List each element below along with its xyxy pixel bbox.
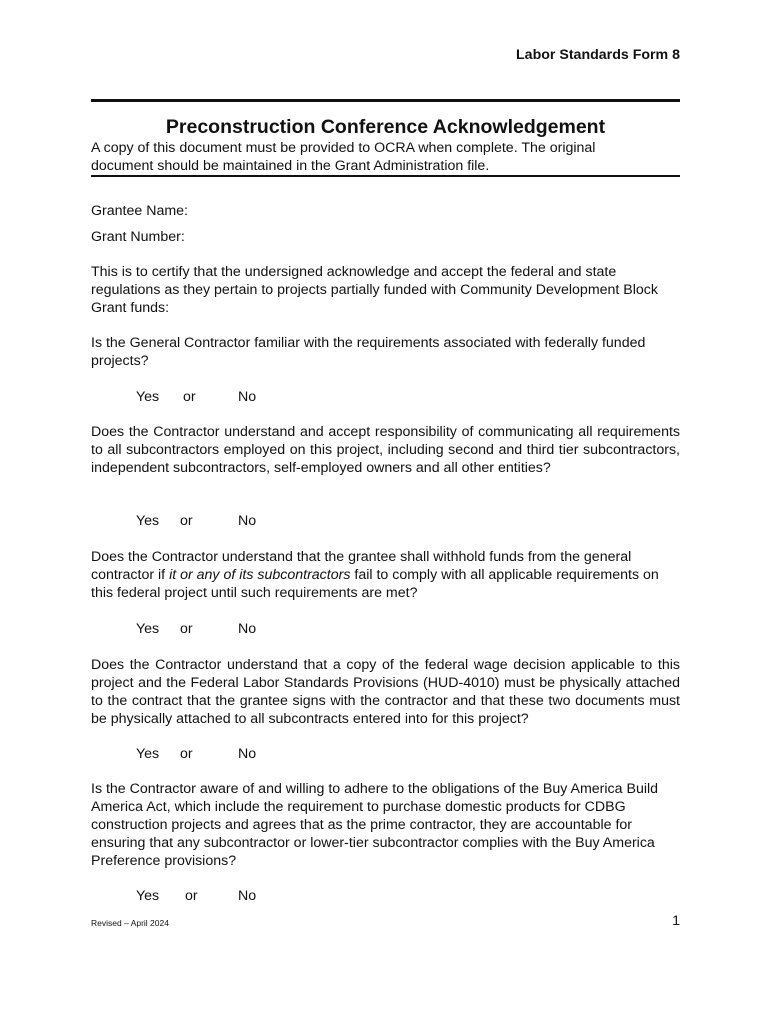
form-label: Labor Standards Form 8 (516, 47, 680, 63)
grant-number-label: Grant Number: (91, 229, 185, 245)
q2-yes-option[interactable]: Yes (136, 513, 160, 529)
q2-no-option[interactable]: No (238, 513, 257, 529)
q5-no-option[interactable]: No (238, 888, 257, 904)
q1-yes-option[interactable]: Yes (136, 389, 160, 405)
question-2: Does the Contractor understand and accept responsibility of communicating all requirements to all subcontractors employed on this project, including second and third tier subcontractors, independent subcontractors, self-employed owners and all other entities? (91, 424, 680, 476)
q4-or-label: or (180, 746, 193, 762)
q4-no-option[interactable]: No (238, 746, 257, 762)
title-divider (91, 175, 680, 177)
q5-or-label: or (185, 888, 198, 904)
grantee-name-label: Grantee Name: (91, 203, 188, 219)
q5-yes-option[interactable]: Yes (136, 888, 160, 904)
subtitle: A copy of this document must be provided to OCRA when complete. The original document should be maintained in the Grant Administration file. (91, 140, 596, 174)
q3-or-label: or (180, 621, 193, 637)
top-divider (91, 99, 680, 102)
q1-or-label: or (183, 389, 196, 405)
question-5: Is the Contractor aware of and willing to adhere to the obligations of the Buy America Build America Act, which include the requirement to purchase domestic products for CDBG construction projects and agrees that as the prime contractor, they are accountable for ensuring that any subcontractor or lower-tier subcontractor complies with the Buy America Preference provisions? (91, 781, 659, 869)
page-number: 1 (672, 913, 680, 929)
q1-no-option[interactable]: No (238, 389, 257, 405)
q3-yes-option[interactable]: Yes (136, 621, 160, 637)
q2-or-label: or (180, 513, 193, 529)
question-4: Does the Contractor understand that a copy of the federal wage decision applicable to this project and the Federal Labor Standards Provisions (HUD-4010) must be physically attached to the contract that the grantee signs with the contractor and that these two documents must be physically attached to all subcontracts entered into for this project? (91, 657, 680, 727)
certification-statement: This is to certify that the undersigned acknowledge and accept the federal and state regulations as they pertain to projects partially funded with Community Development Block Grant funds: (91, 264, 658, 316)
q3-text-end: fail to comply with all applicable requirements on this federal project until such requirements are met? (91, 567, 659, 601)
question-3 (91, 548, 680, 602)
q4-yes-option[interactable]: Yes (136, 746, 160, 762)
revision-note: Revised – April 2024 (91, 918, 169, 928)
q3-text-italic: it or any of its subcontractors (169, 567, 351, 583)
q3-no-option[interactable]: No (238, 621, 257, 637)
question-1: Is the General Contractor familiar with the requirements associated with federally funded projects? (91, 335, 646, 369)
q3-text-start: Does the Contractor understand that the grantee shall withhold funds from the general contractor if (91, 549, 632, 583)
page-title: Preconstruction Conference Acknowledgement (165, 116, 606, 138)
